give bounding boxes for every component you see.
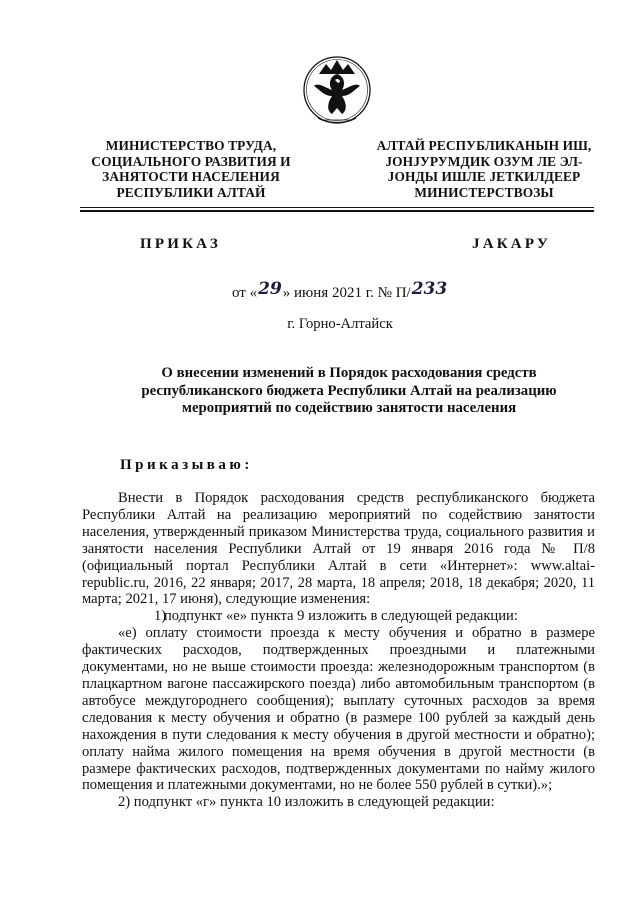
body-paragraph: Внести в Порядок расходования средств республиканского бюджета Республики Алтай на реализацию мероприятий по содействию занятости населения, утвержденный приказом Министерства труда, социального развития и занятости населения Республики Алтай от 19 января 2016 года № П/8 (официальный портал Республики Алтай в сети «Интернет»: www.altai-republic.ru, 2016, 22 января; 2017, 28 марта, 18 апреля; 2018, 18 декабря; 2020, 11 марта; 2021, 17 июня), следующие изменения:: [82, 490, 595, 608]
ministry-name-altai: АЛТАЙ РЕСПУБЛИКАНЫН ИШ, ЈОНЈУРУМДИК ОЗУМ ЛЕ ЭЛ- ЈОНДЫ ИШЛЕ ЈЕТКИЛДЕЕР МИНИСТЕРСТВОЗЫ: [376, 138, 592, 200]
handwritten-order-number: 233: [411, 279, 448, 299]
document-body: [82, 490, 595, 811]
handwritten-day: 29: [258, 279, 282, 299]
header-divider: [80, 207, 594, 208]
ministry-name-russian: МИНИСТЕРСТВО ТРУДА, СОЦИАЛЬНОГО РАЗВИТИЯ И ЗАНЯТОСТИ НАСЕЛЕНИЯ РЕСПУБЛИКИ АЛТАЙ: [91, 138, 291, 200]
order-directive-word: Приказываю:: [120, 457, 253, 473]
coat-of-arms-emblem: [302, 52, 372, 134]
header-divider-thick: [80, 210, 594, 212]
body-item-1: 1)подпункт «е» пункта 9 изложить в следующей редакции:: [154, 608, 518, 625]
document-title: О внесении изменений в Порядок расходования средств республиканского бюджета Республики Алтай на реализацию мероприятий по содействию занятости населения: [141, 365, 557, 416]
city-line: г. Горно-Алтайск: [287, 316, 393, 332]
order-title-altai: ЈАКАРУ: [472, 236, 552, 252]
body-paragraph-quote: «е) оплату стоимости проезда к месту обучения и обратно в размере фактических расходов, подтвержденных проездными и платежными документами, но не выше стоимости проезда: железнодорожным транспортом (в плацкартном вагоне пассажирского поезда) либо автомобильным транспортом (в автобусе междугороднего сообщения); выплату суточных расходов за время следования к месту обучения и обратно (в размере 100 рублей за каждый день нахождения в пути следования к месту обучения в другой местности и обратно); оплату найма жилого помещения на время обучения в другой местности (в размере фактических расходов, подтвержденных документами по найму жилого помещения и платежными документами, но не более 550 рублей в сутки).»;: [82, 625, 595, 794]
order-title-russian: ПРИКАЗ: [140, 236, 221, 252]
order-date-number: от «29» июня 2021 г. № П/233: [232, 279, 448, 301]
body-item-2: 2) подпункт «г» пункта 10 изложить в следующей редакции:: [118, 794, 495, 811]
